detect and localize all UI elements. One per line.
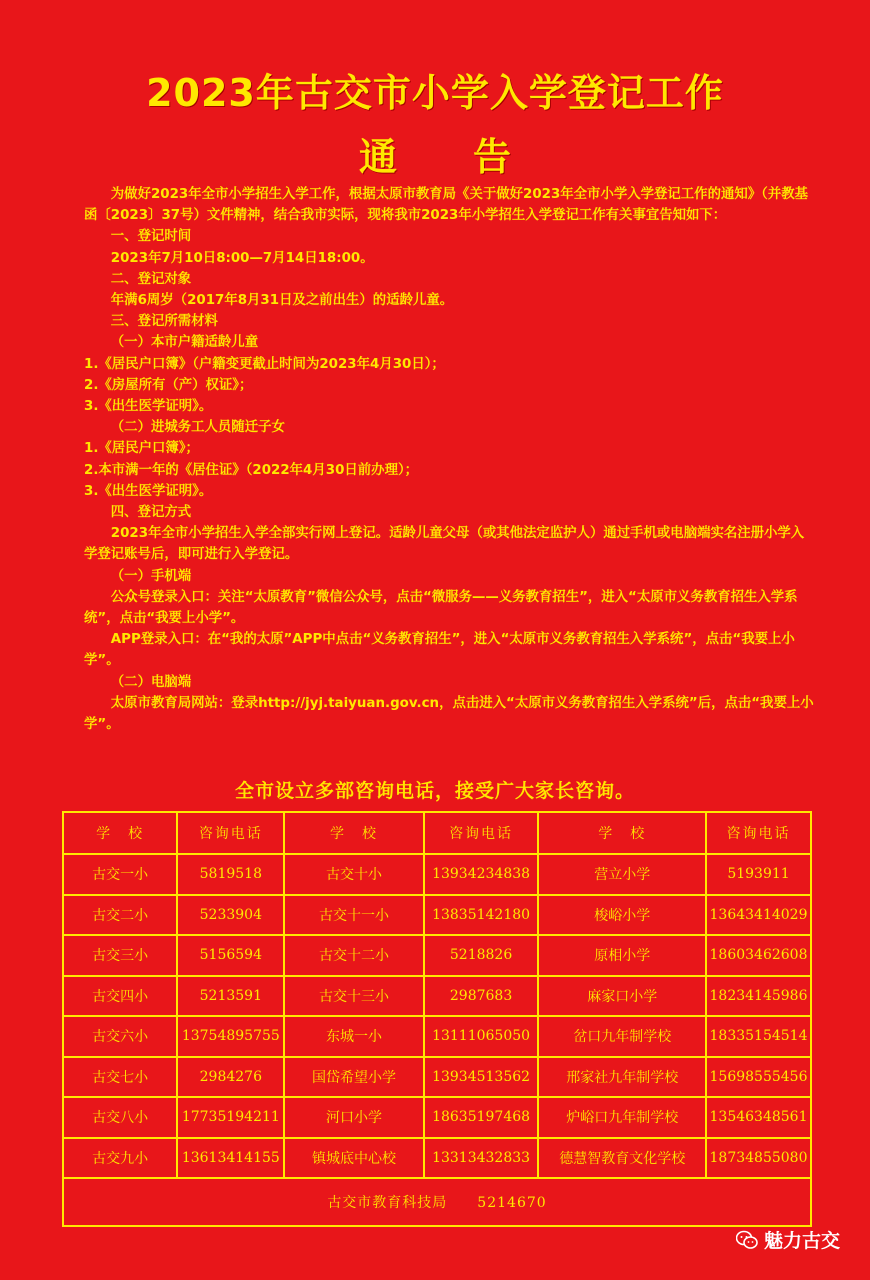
phone-number-cell: 15698555456 [706, 1057, 811, 1098]
phone-number-cell: 17735194211 [177, 1097, 284, 1138]
table-row [63, 1097, 811, 1138]
phone-number-cell: 18734855080 [706, 1138, 811, 1179]
table-footer-row [63, 1178, 811, 1226]
phone-number-cell: 2984276 [177, 1057, 284, 1098]
phone-number-cell: 13934513562 [424, 1057, 539, 1098]
school-name-cell: 古交十一小 [284, 895, 423, 936]
watermark [736, 1226, 840, 1253]
school-name-cell: 河口小学 [284, 1097, 423, 1138]
phone-number-cell: 5156594 [177, 935, 284, 976]
school-name-cell: 古交四小 [63, 976, 177, 1017]
table-row [63, 1016, 811, 1057]
school-name-cell: 原相小学 [538, 935, 706, 976]
phone-number-cell: 5233904 [177, 895, 284, 936]
notice-paragraph: （一）本市户籍适龄儿童 [110, 335, 259, 351]
table-header-cell: 咨询电话 [177, 812, 284, 854]
notice-body [84, 184, 814, 735]
phone-number-cell: 18335154514 [706, 1016, 811, 1057]
phone-number-cell: 13111065050 [424, 1016, 539, 1057]
notice-paragraph: 1.《居民户口簿》（户籍变更截止时间为2023年4月30日）； [84, 356, 445, 372]
school-name-cell: 古交十小 [284, 854, 423, 895]
notice-paragraph: 为做好2023年全市小学招生入学工作，根据太原市教育局《关于做好2023年全市小学入学登记工作的通知》（并教基函〔2023〕37号）文件精神，结合我市实际，现将我市2023年小学招生入学登记工作有关事宜告知如下： [84, 187, 808, 224]
school-name-cell: 梭峪小学 [538, 895, 706, 936]
notice-paragraph: （二）进城务工人员随迁子女 [110, 420, 285, 436]
school-name-cell: 古交三小 [63, 935, 177, 976]
school-name-cell: 炉峪口九年制学校 [538, 1097, 706, 1138]
table-row [63, 976, 811, 1017]
notice-paragraph: 四、登记方式 [110, 505, 192, 521]
school-name-cell: 岔口九年制学校 [538, 1016, 706, 1057]
phone-number-cell: 13754895755 [177, 1016, 284, 1057]
school-name-cell: 古交一小 [63, 854, 177, 895]
phone-number-cell: 13313432833 [424, 1138, 539, 1179]
phone-number-cell: 2987683 [424, 976, 539, 1017]
watermark-text: 魅力古交 [763, 1230, 840, 1252]
school-name-cell: 德慧智教育文化学校 [538, 1138, 706, 1179]
notice-paragraph: （一）手机端 [110, 568, 192, 584]
notice-paragraph: 3.《出生医学证明》。 [84, 483, 213, 499]
phone-number-cell: 13835142180 [424, 895, 539, 936]
table-header-cell: 学 校 [284, 812, 423, 854]
notice-paragraph: 二、登记对象 [110, 271, 192, 287]
notice-title: 2023年古交市小学入学登记工作 [146, 71, 724, 115]
phone-number-cell: 13613414155 [177, 1138, 284, 1179]
notice-paragraph: 2023年7月10日8:00—7月14日18:00。 [110, 250, 374, 266]
phone-number-cell: 5193911 [706, 854, 811, 895]
phone-table [62, 811, 812, 1227]
table-header-cell: 咨询电话 [706, 812, 811, 854]
school-name-cell: 古交七小 [63, 1057, 177, 1098]
notice-paragraph: 三、登记所需材料 [110, 314, 218, 330]
phone-number-cell: 18603462608 [706, 935, 811, 976]
notice-paragraph: 1.《居民户口簿》； [84, 441, 199, 457]
wechat-icon [736, 1230, 758, 1250]
school-name-cell: 麻家口小学 [538, 976, 706, 1017]
phone-number-cell: 18635197468 [424, 1097, 539, 1138]
school-name-cell: 营立小学 [538, 854, 706, 895]
school-name-cell: 东城一小 [284, 1016, 423, 1057]
school-name-cell: 古交十三小 [284, 976, 423, 1017]
table-header-cell: 学 校 [538, 812, 706, 854]
notice-paragraph: 2023年全市小学招生入学全部实行网上登记。适龄儿童父母（或其他法定监护人）通过手机或电脑端实名注册小学入学登记账号后，即可进行入学登记。 [84, 526, 805, 563]
notice-paragraph: 一、登记时间 [110, 229, 192, 245]
phone-number-cell: 13934234838 [424, 854, 539, 895]
table-header-row [63, 812, 811, 854]
notice-subtitle: 通 告 [358, 135, 511, 179]
table-row [63, 1138, 811, 1179]
phone-number-cell: 5213591 [177, 976, 284, 1017]
school-name-cell: 古交十二小 [284, 935, 423, 976]
phone-number-cell: 18234145986 [706, 976, 811, 1017]
school-name-cell: 国岱希望小学 [284, 1057, 423, 1098]
school-name-cell: 古交八小 [63, 1097, 177, 1138]
notice-paragraph: 2.本市满一年的《居住证》（2022年4月30日前办理）； [84, 462, 419, 478]
phone-number-cell: 5218826 [424, 935, 539, 976]
phone-number-cell: 13643414029 [706, 895, 811, 936]
notice-paragraph: （二）电脑端 [110, 674, 192, 690]
phone-number-cell: 5819518 [177, 854, 284, 895]
notice-paragraph: 2.《房屋所有（产）权证》； [84, 377, 253, 393]
school-name-cell: 古交九小 [63, 1138, 177, 1179]
notice-paragraph: 3.《出生医学证明》。 [84, 399, 213, 415]
table-row [63, 895, 811, 936]
notice-paragraph: 太原市教育局网站：登录http://jyj.taiyuan.gov.cn，点击进入“太原市义务教育招生入学系统”后，点击“我要上小学”。 [84, 695, 814, 733]
table-row [63, 1057, 811, 1098]
table-header-cell: 咨询电话 [424, 812, 539, 854]
notice-paragraph: 年满6周岁（2017年8月31日及之前出生）的适龄儿童。 [110, 293, 454, 309]
notice-paragraph: 公众号登录入口：关注“太原教育”微信公众号，点击“微服务——义务教育招生”，进入“太原市义务教育招生入学系统”，点击“我要上小学”。 [84, 589, 798, 627]
consult-heading: 全市设立多部咨询电话，接受广大家长咨询。 [234, 780, 635, 802]
school-name-cell: 镇城底中心校 [284, 1138, 423, 1179]
bureau-contact: 古交市教育科技局 5214670 [63, 1178, 811, 1226]
school-name-cell: 古交二小 [63, 895, 177, 936]
school-name-cell: 古交六小 [63, 1016, 177, 1057]
phone-number-cell: 13546348561 [706, 1097, 811, 1138]
school-name-cell: 邢家社九年制学校 [538, 1057, 706, 1098]
table-row [63, 854, 811, 895]
table-row [63, 935, 811, 976]
table-header-cell: 学 校 [63, 812, 177, 854]
notice-paragraph: APP登录入口：在“我的太原”APP中点击“义务教育招生”，进入“太原市义务教育招生入学系统”，点击“我要上小学”。 [84, 632, 795, 669]
